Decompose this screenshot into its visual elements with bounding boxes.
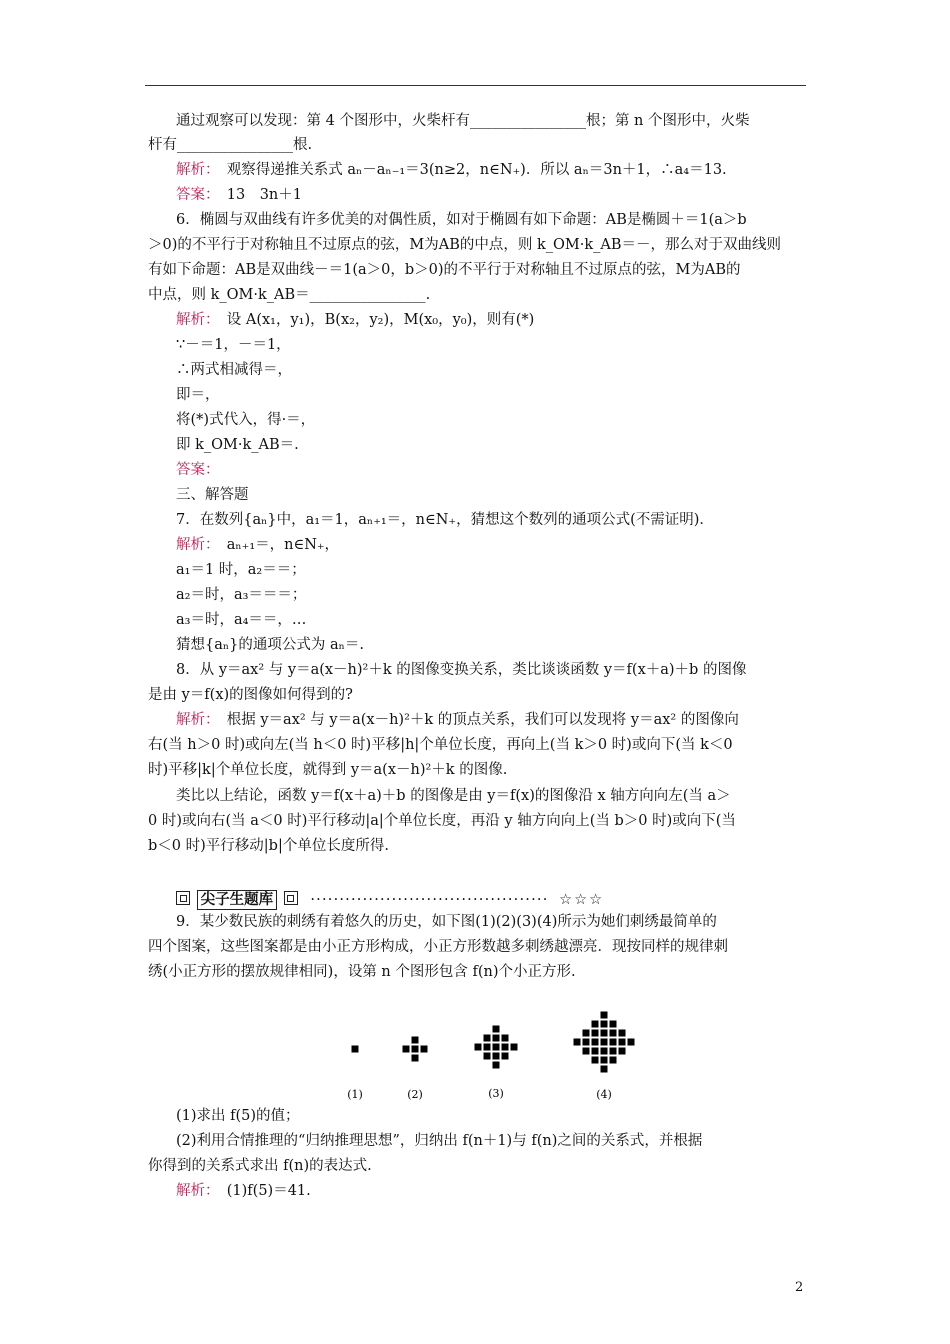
- line-text: 绣(小正方形的摆放规律相同)，设第 n 个图形包含 f(n)个小正方形.: [148, 964, 576, 980]
- line-text: 即 k_OM·k_AB＝.: [176, 437, 299, 453]
- line-text: (1)求出 f(5)的值；: [176, 1108, 300, 1124]
- answer-label: 解析：: [176, 312, 213, 328]
- small-square: [601, 1066, 608, 1073]
- line-text: (2)利用合情推理的“归纳推理思想”，归纳出 f(n＋1)与 f(n)之间的关系式，并根据: [176, 1133, 703, 1149]
- line-text: ∵－＝1，－＝1，: [176, 337, 291, 353]
- line-text: 是由 y＝f(x)的图像如何得到的?: [148, 687, 353, 703]
- text-line: [176, 383, 836, 407]
- figure-label-4: (4): [596, 1088, 612, 1101]
- small-square: [484, 1035, 491, 1042]
- small-square: [601, 1021, 608, 1028]
- small-square: [610, 1039, 617, 1046]
- small-square: [583, 1030, 590, 1037]
- figure-pattern-3: [475, 1026, 518, 1069]
- text-line: [176, 558, 836, 582]
- text-line: [176, 458, 836, 482]
- text-line: [148, 283, 808, 307]
- text-line: [148, 233, 808, 257]
- text-line: [176, 308, 836, 332]
- answer-label: 答案：: [176, 187, 213, 203]
- text-line: [176, 408, 836, 432]
- answer-label: 解析：: [176, 537, 213, 553]
- line-text: 中点，则 k_OM·k_AB＝________________.: [148, 287, 431, 303]
- text-line: [176, 658, 836, 682]
- small-square: [511, 1044, 518, 1051]
- small-square: [403, 1046, 410, 1053]
- text-line: [176, 708, 836, 732]
- small-square: [619, 1030, 626, 1037]
- text-line: [148, 809, 808, 833]
- text-line: [176, 333, 836, 357]
- line-text: 0 时)或向右(当 a＜0 时)平行移动|a|个单位长度，再沿 y 轴方向向上(当 b＞0 时)或向下(当: [148, 813, 736, 829]
- small-square: [502, 1053, 509, 1060]
- text-line: [176, 633, 836, 657]
- text-line: [148, 834, 808, 858]
- small-square: [493, 1035, 500, 1042]
- line-text: 9．某少数民族的刺绣有着悠久的历史，如下图(1)(2)(3)(4)所示为她们刺绣最简单的: [176, 914, 717, 930]
- small-square: [493, 1062, 500, 1069]
- text-line: [176, 583, 836, 607]
- answer-label: 解析：: [176, 712, 213, 728]
- line-text: 类比以上结论，函数 y＝f(x＋a)＋b 的图像是由 y＝f(x)的图像沿 x 轴方向向左(当 a＞: [176, 788, 731, 804]
- small-square: [610, 1057, 617, 1064]
- small-square: [412, 1055, 419, 1062]
- line-text: (1)f(5)＝41.: [212, 1183, 311, 1199]
- line-text: ∴两式相减得＝，: [176, 362, 292, 378]
- small-square: [484, 1053, 491, 1060]
- small-square: [592, 1030, 599, 1037]
- text-line: [148, 733, 808, 757]
- text-line: [148, 133, 808, 157]
- line-text: 即＝，: [176, 387, 220, 403]
- line-text: a₂＝时，a₃＝＝＝；: [176, 587, 307, 603]
- text-line: [176, 508, 836, 532]
- line-text: 6．椭圆与双曲线有许多优美的对偶性质，如对于椭圆有如下命题：AB是椭圆＋＝1(a＞b: [176, 212, 747, 228]
- line-text: 设 A(x₁，y₁)，B(x₂，y₂)，M(x₀，y₀)，则有(*): [212, 312, 535, 328]
- answer-label: 解析：: [176, 1183, 213, 1199]
- line-text: a₃＝时，a₄＝＝，…: [176, 612, 307, 628]
- small-square: [628, 1039, 635, 1046]
- line-text: aₙ₊₁＝，n∈N₊，: [212, 537, 340, 553]
- text-line: [148, 935, 808, 959]
- small-square: [610, 1030, 617, 1037]
- small-square: [610, 1021, 617, 1028]
- text-line: [148, 258, 808, 282]
- small-square: [619, 1039, 626, 1046]
- text-line: [148, 960, 808, 984]
- line-text: 7．在数列{aₙ}中，a₁＝1，aₙ₊₁＝，n∈N₊，猜想这个数列的通项公式(不需证明)．: [176, 512, 714, 528]
- small-square: [421, 1046, 428, 1053]
- small-square: [601, 1057, 608, 1064]
- figure-pattern-2: [403, 1037, 428, 1062]
- line-text: 你得到的关系式求出 f(n)的表达式.: [148, 1158, 372, 1174]
- small-square: [412, 1046, 419, 1053]
- header-rule: [145, 85, 806, 86]
- small-square: [592, 1021, 599, 1028]
- text-line: [148, 758, 808, 782]
- small-square: [592, 1057, 599, 1064]
- small-square: [493, 1053, 500, 1060]
- line-text: 有如下命题：AB是双曲线－＝1(a＞0，b＞0)的不平行于对称轴且不过原点的弦，M为AB的: [148, 262, 741, 278]
- text-line: [176, 433, 836, 457]
- page-number: 2: [795, 1280, 804, 1295]
- figure-label-1: (1): [347, 1088, 363, 1101]
- text-line: [176, 784, 836, 808]
- line-text: 四个图案，这些图案都是由小正方形构成，小正方形数越多刺绣越漂亮．现按同样的规律刺: [148, 939, 728, 955]
- small-square: [601, 1030, 608, 1037]
- small-square: [601, 1048, 608, 1055]
- text-line: [176, 358, 836, 382]
- text-line: [176, 1129, 836, 1153]
- line-text: a₁＝1 时，a₂＝＝；: [176, 562, 306, 578]
- line-text: 三、解答题: [176, 487, 249, 503]
- text-line: [176, 533, 836, 557]
- small-square: [412, 1037, 419, 1044]
- small-square: [592, 1048, 599, 1055]
- line-text: 右(当 h＞0 时)或向左(当 h＜0 时)平移|h|个单位长度，再向上(当 k＞0 时)或向下(当 k＜0: [148, 737, 733, 753]
- text-line: [148, 1154, 808, 1178]
- small-square: [502, 1044, 509, 1051]
- figure-pattern-4: [574, 1012, 635, 1073]
- small-square: [484, 1044, 491, 1051]
- small-square: [610, 1048, 617, 1055]
- line-text: 时)平移|k|个单位长度，就得到 y＝a(x－h)²＋k 的图像.: [148, 762, 508, 778]
- text-line: [148, 683, 808, 707]
- section-stars: ☆☆☆: [559, 892, 605, 908]
- section-title: 尖子生题库: [197, 890, 278, 910]
- text-line: [176, 483, 836, 507]
- small-square: [493, 1044, 500, 1051]
- section-heading: [176, 888, 604, 912]
- square-icon: [284, 891, 298, 905]
- figure-label-3: (3): [488, 1087, 504, 1100]
- figure-label-2: (2): [407, 1088, 423, 1101]
- text-line: [176, 1179, 836, 1203]
- line-text: 通过观察可以发现：第 4 个图形中，火柴杆有________________根；第 n 个图形中，火柴: [176, 113, 750, 129]
- text-line: [176, 109, 836, 133]
- line-text: 猜想{aₙ}的通项公式为 aₙ＝.: [176, 637, 365, 653]
- small-square: [583, 1039, 590, 1046]
- small-square: [583, 1048, 590, 1055]
- small-square: [592, 1039, 599, 1046]
- line-text: b＜0 时)平行移动|b|个单位长度所得.: [148, 838, 389, 854]
- line-text: ＞0)的不平行于对称轴且不过原点的弦，M为AB的中点，则 k_OM·k_AB＝－，那么对于双曲线则: [148, 237, 782, 253]
- text-line: [176, 910, 836, 934]
- small-square: [601, 1039, 608, 1046]
- line-text: 杆有________________根.: [148, 137, 313, 153]
- small-square: [574, 1039, 581, 1046]
- answer-label: 解析：: [176, 162, 213, 178]
- square-icon: [176, 891, 190, 905]
- text-line: [176, 158, 836, 182]
- embroidery-figure: [330, 990, 660, 1110]
- text-line: [176, 208, 836, 232]
- small-square: [352, 1046, 359, 1053]
- text-line: [176, 183, 836, 207]
- figure-pattern-1: [352, 1046, 359, 1053]
- line-text: 根据 y＝ax² 与 y＝a(x－h)²＋k 的顶点关系，我们可以发现将 y＝ax² 的图像向: [212, 712, 739, 728]
- small-square: [493, 1026, 500, 1033]
- section-dots: ·········································: [310, 892, 549, 908]
- line-text: 将(*)式代入，得·＝，: [176, 412, 316, 428]
- small-square: [619, 1048, 626, 1055]
- line-text: 8．从 y＝ax² 与 y＝a(x－h)²＋k 的图像变换关系，类比谈谈函数 y＝f(x＋a)＋b 的图像: [176, 662, 747, 678]
- small-square: [601, 1012, 608, 1019]
- answer-label: 答案：: [176, 462, 220, 478]
- line-text: 13 3n＋1: [212, 187, 302, 203]
- small-square: [502, 1035, 509, 1042]
- line-text: 观察得递推关系式 aₙ－aₙ₋₁＝3(n≥2，n∈N₊)．所以 aₙ＝3n＋1，∴a₄＝13.: [212, 162, 727, 178]
- small-square: [475, 1044, 482, 1051]
- text-line: [176, 608, 836, 632]
